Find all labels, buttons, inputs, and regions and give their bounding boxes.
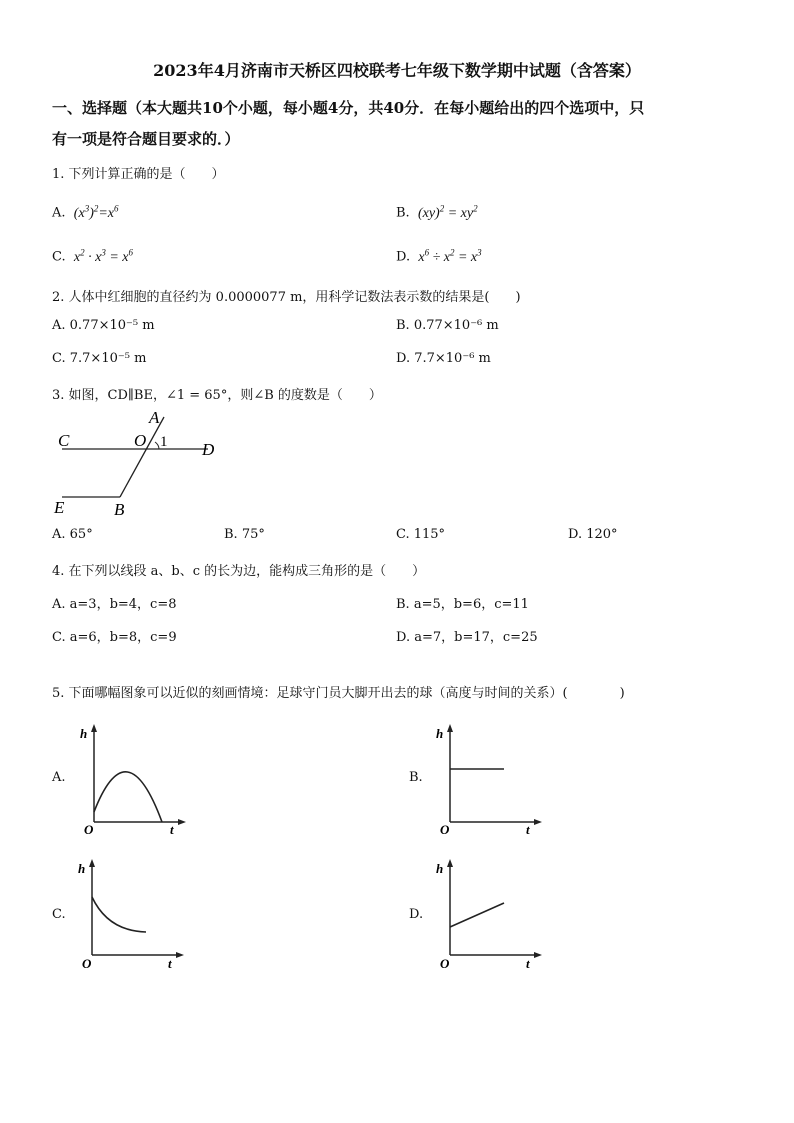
- q2-option-c[interactable]: C. 7.7×10⁻⁵ m: [52, 351, 147, 366]
- label-a: A: [149, 408, 160, 427]
- q5-graph-d: [436, 857, 546, 972]
- q5-graph-b: [436, 722, 546, 837]
- svg-text:h: h: [78, 861, 86, 876]
- svg-text:h: h: [80, 726, 88, 741]
- q4-option-d[interactable]: D. a=7，b=17，c=25: [396, 630, 538, 645]
- label-e: E: [54, 498, 65, 517]
- q5-option-b[interactable]: B.: [409, 770, 423, 785]
- svg-text:t: t: [526, 956, 530, 971]
- q3-geometry-figure: [48, 405, 238, 520]
- label-c: C: [58, 431, 70, 450]
- svg-text:O: O: [440, 822, 450, 837]
- q2-option-a[interactable]: A. 0.77×10⁻⁵ m: [52, 318, 155, 333]
- svg-text:t: t: [168, 956, 172, 971]
- q5-option-d[interactable]: D.: [409, 907, 424, 922]
- q4-option-b[interactable]: B. a=5，b=6，c=11: [396, 597, 529, 612]
- q2-option-d[interactable]: D. 7.7×10⁻⁶ m: [396, 351, 491, 366]
- q4-option-c[interactable]: C. a=6，b=8，c=9: [52, 630, 177, 645]
- q2-stem: 2. 人体中红细胞的直径约为 0.0000077 m，用科学记数法表示数的结果是( ): [52, 290, 521, 305]
- label-d: D: [202, 440, 215, 459]
- decay-curve: [92, 897, 146, 932]
- svg-text:h: h: [436, 861, 444, 876]
- svg-text:t: t: [526, 822, 530, 837]
- q5-option-c[interactable]: C.: [52, 907, 66, 922]
- label-o: O: [134, 431, 147, 450]
- parabola-curve: [94, 772, 162, 822]
- q3-option-b[interactable]: B. 75°: [224, 527, 265, 542]
- q3-option-d[interactable]: D. 120°: [568, 527, 618, 542]
- q1-stem: 1. 下列计算正确的是（ ）: [52, 167, 225, 182]
- transversal-ab: [120, 417, 164, 497]
- svg-text:h: h: [436, 726, 444, 741]
- q4-stem: 4. 在下列以线段 a、b、c 的长为边，能构成三角形的是（ ）: [52, 564, 426, 579]
- q5-graph-a: [80, 722, 190, 837]
- label-angle-1: 1: [160, 434, 168, 450]
- q1-option-a[interactable]: A. $(x^3)^2=x^6$: [52, 203, 119, 221]
- q3-option-c[interactable]: C. 115°: [396, 527, 446, 542]
- section-heading-line1: 一、选择题（本大题共10个小题，每小题4分，共40分．在每小题给出的四个选项中，只: [52, 99, 645, 117]
- svg-text:O: O: [440, 956, 450, 971]
- q2-option-b[interactable]: B. 0.77×10⁻⁶ m: [396, 318, 499, 333]
- label-b: B: [114, 500, 125, 519]
- q1-option-c[interactable]: C. $x^2 \cdot x^3 = x^6$: [52, 247, 133, 265]
- q1-option-d[interactable]: D. $x^6 \div x^2 = x^3$: [396, 247, 482, 265]
- q5-stem: 5. 下面哪幅图象可以近似的刻画情境：足球守门员大脚开出去的球（高度与时间的关系）( ): [52, 686, 625, 701]
- q3-stem: 3. 如图，CD∥BE，∠1 = 65°，则∠B 的度数是（ ）: [52, 388, 382, 403]
- page-title: 2023年4月济南市天桥区四校联考七年级下数学期中试题（含答案）: [153, 61, 641, 80]
- q3-option-a[interactable]: A. 65°: [52, 527, 93, 542]
- q5-graph-c: [78, 857, 188, 972]
- angle-1-arc: [155, 442, 159, 449]
- q5-option-a[interactable]: A.: [52, 770, 66, 785]
- rising-line: [450, 903, 504, 927]
- svg-text:O: O: [84, 822, 94, 837]
- q1-option-b[interactable]: B. $(xy)^2 = xy^2$: [396, 203, 478, 221]
- svg-text:O: O: [82, 956, 92, 971]
- section-heading-line2: 有一项是符合题目要求的．）: [52, 130, 240, 148]
- svg-text:t: t: [170, 822, 174, 837]
- q4-option-a[interactable]: A. a=3，b=4，c=8: [52, 597, 177, 612]
